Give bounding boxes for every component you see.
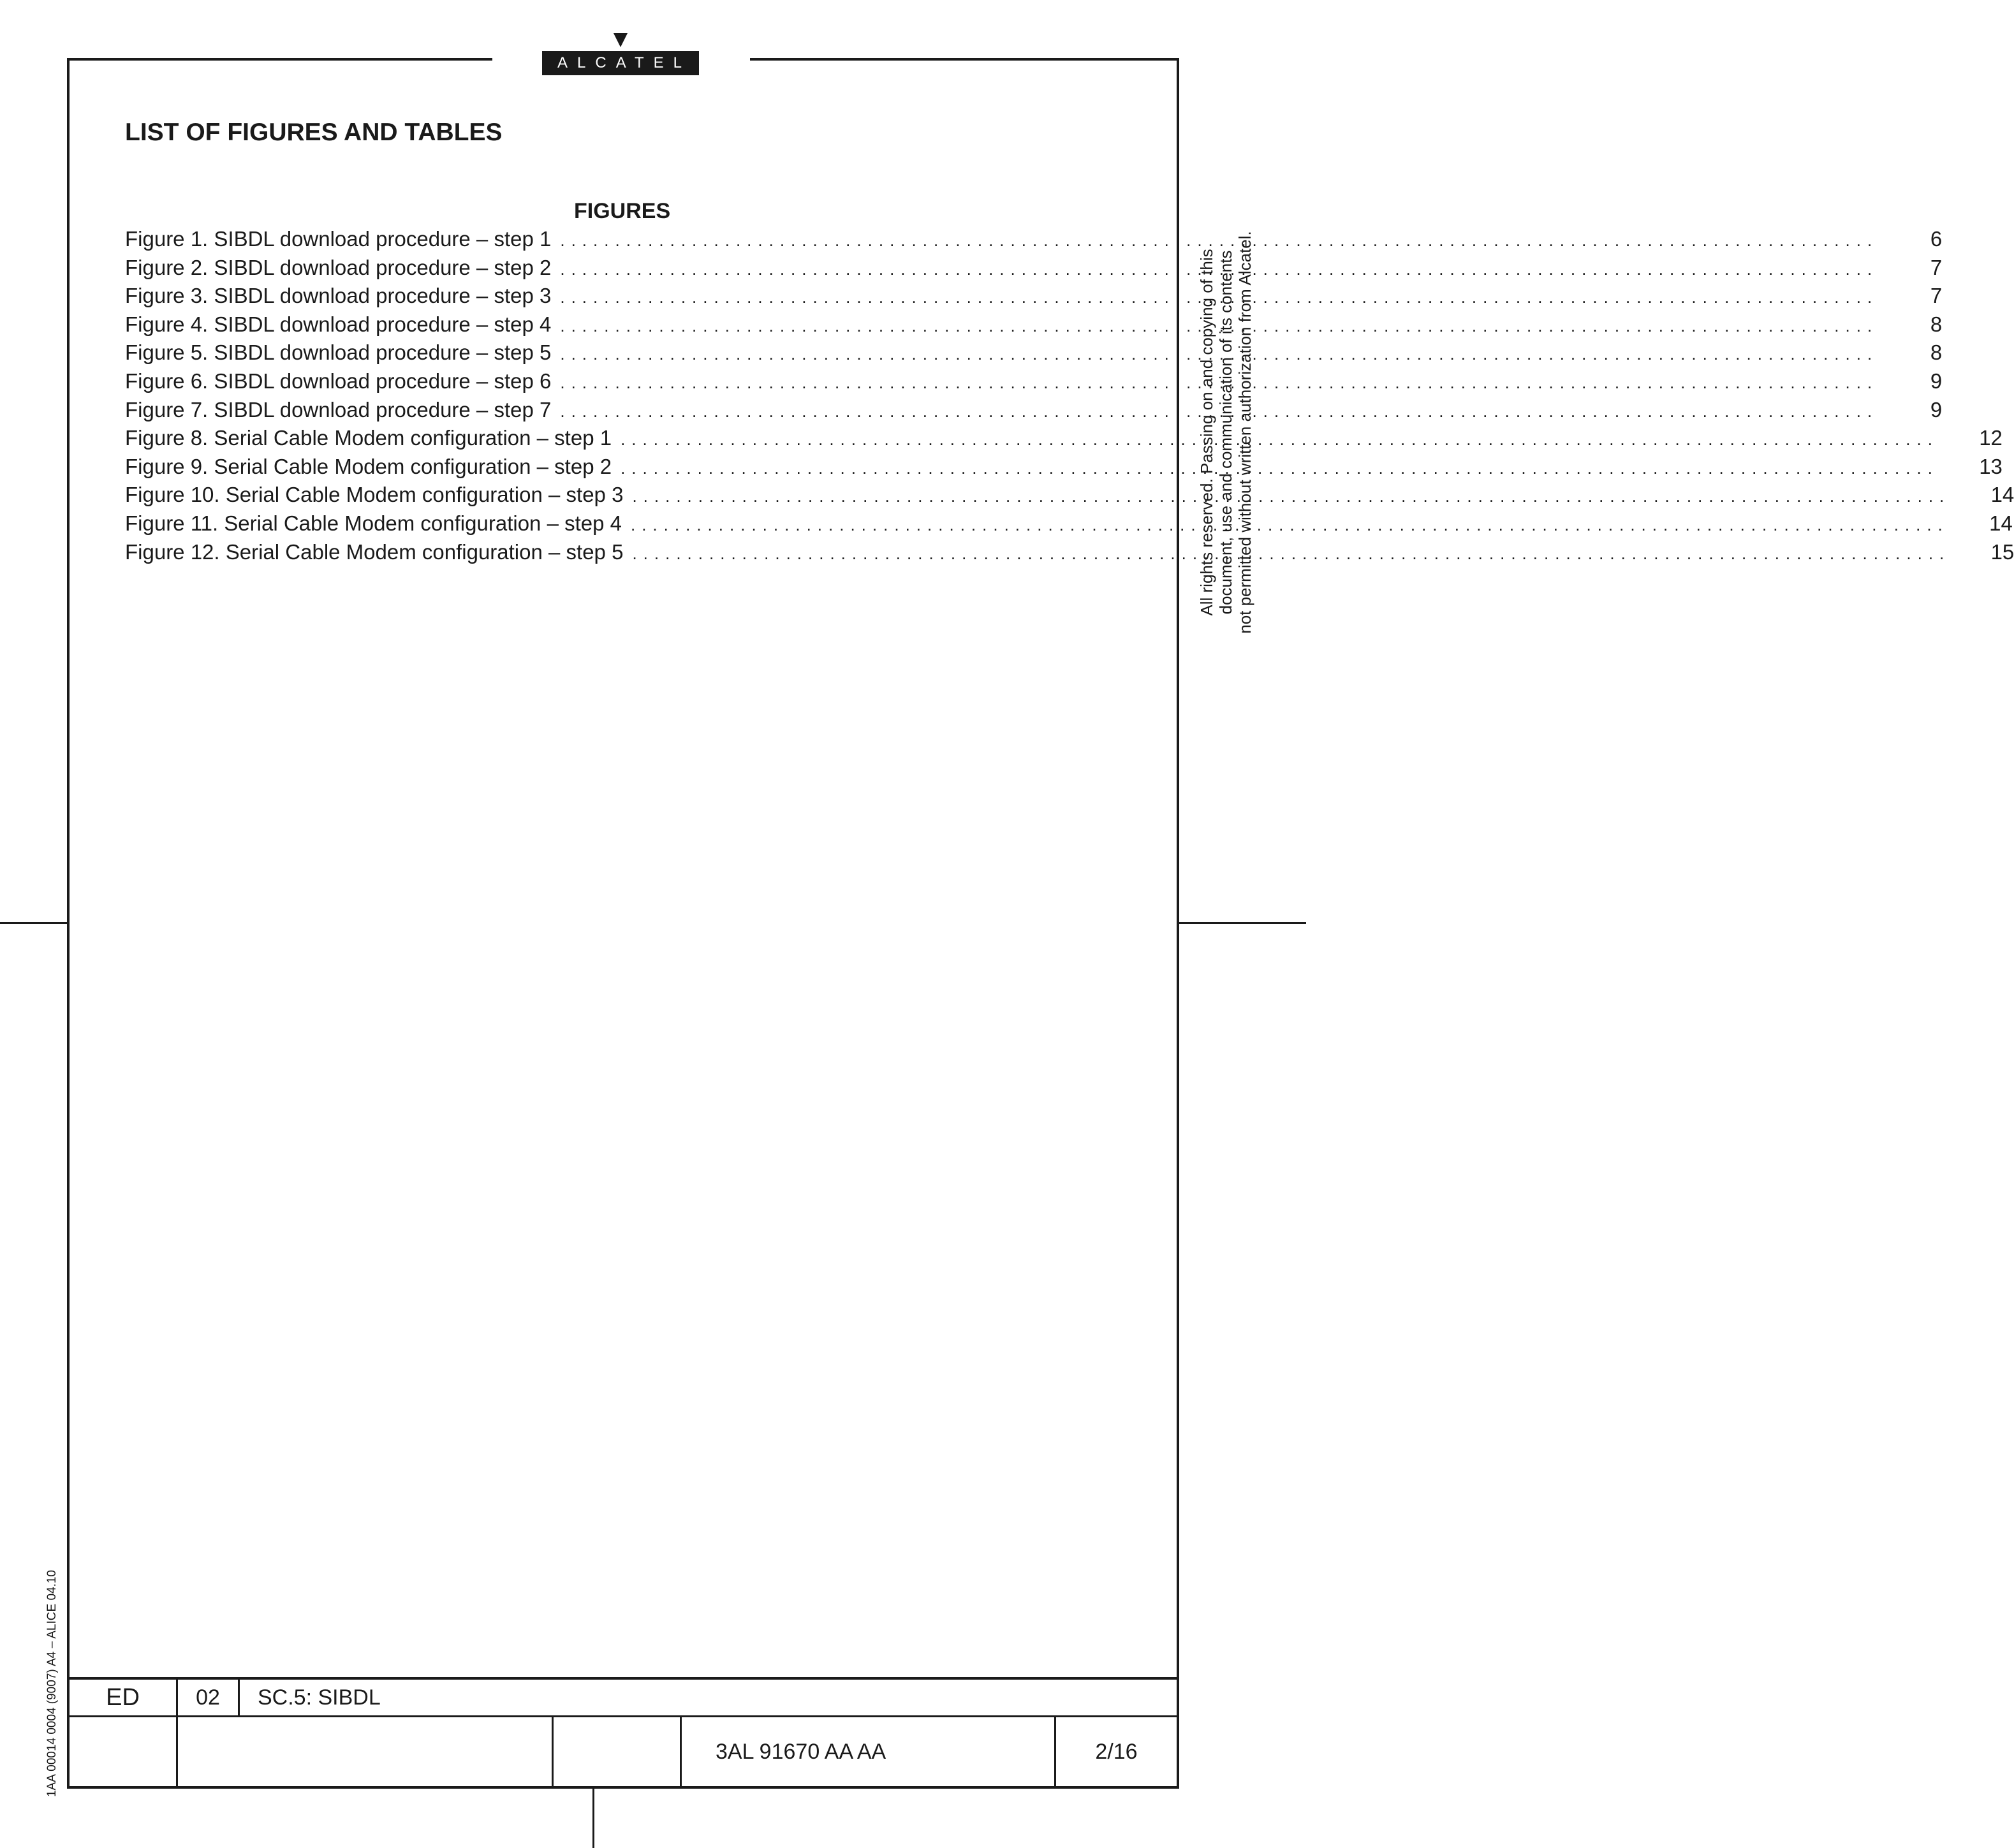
figure-page: 14	[1989, 511, 2013, 535]
dot-leader: ........................................................................................................................	[560, 344, 1879, 364]
footer-divider	[238, 1677, 240, 1717]
footer-divider	[680, 1715, 682, 1789]
list-item[interactable]	[125, 255, 1943, 284]
edition-number: 02	[196, 1685, 220, 1710]
dot-leader: ........................................................................................................................	[560, 372, 1879, 392]
figure-page: 6	[1930, 227, 1943, 251]
list-item[interactable]	[125, 511, 2013, 540]
edition-label: ED	[106, 1683, 140, 1711]
figure-label: Figure 6. SIBDL download procedure – step 6	[125, 369, 552, 393]
list-item[interactable]	[125, 483, 2014, 511]
list-item[interactable]	[125, 454, 2003, 483]
figure-page: 7	[1930, 284, 1943, 308]
figure-label: Figure 10. Serial Cable Modem configuration – step 3	[125, 483, 624, 507]
list-item[interactable]	[125, 284, 1943, 312]
figures-heading: FIGURES	[574, 199, 671, 223]
copyright-line-2: document, use and communication of its contents	[1216, 250, 1235, 615]
figure-label: Figure 1. SIBDL download procedure – step 1	[125, 227, 552, 251]
figure-page: 13	[1979, 454, 2003, 478]
dot-leader: ........................................................................................................................	[621, 430, 1939, 450]
figure-page: 9	[1930, 369, 1943, 393]
dot-leader: ........................................................................................................................	[560, 401, 1879, 421]
list-item[interactable]	[125, 539, 2014, 569]
figure-page: 12	[1979, 426, 2003, 450]
figure-label: Figure 2. SIBDL download procedure – step 2	[125, 255, 552, 279]
section-title: SC.5: SIBDL	[258, 1685, 381, 1710]
figure-label: Figure 9. Serial Cable Modem configuration – step 2	[125, 454, 612, 478]
dot-leader: ........................................................................................................................	[630, 515, 1949, 534]
frame-top-left-border	[67, 58, 492, 61]
page-number: 2/16	[1095, 1739, 1138, 1764]
list-item[interactable]	[125, 312, 1943, 341]
alcatel-logo: ALCATEL	[542, 51, 699, 75]
fold-mark-left	[0, 922, 67, 924]
figure-label: Figure 12. Serial Cable Modem configuration – step 5	[125, 539, 624, 564]
figure-label: Figure 4. SIBDL download procedure – step 4	[125, 312, 552, 336]
copyright-line-3: not permitted without written authorization from Alcatel.	[1235, 231, 1254, 634]
frame-left-border	[67, 58, 70, 1789]
copyright-notice	[1197, 216, 1254, 649]
fold-mark-right	[1179, 922, 1306, 924]
logo-triangle-icon	[614, 33, 628, 47]
figure-page: 14	[1990, 483, 2014, 507]
list-item[interactable]	[125, 426, 2003, 455]
list-item[interactable]	[125, 369, 1943, 398]
footer-divider	[552, 1715, 554, 1789]
dot-leader: ........................................................................................................................	[560, 231, 1879, 250]
dot-leader: ........................................................................................................................	[560, 259, 1879, 279]
dot-leader: ........................................................................................................................	[621, 458, 1939, 478]
figure-page: 15	[1990, 539, 2014, 564]
list-item[interactable]	[125, 227, 1943, 256]
dot-leader: ........................................................................................................................	[560, 288, 1879, 307]
copyright-line-1: All rights reserved. Passing on and copying of this	[1197, 249, 1216, 616]
figure-label: Figure 7. SIBDL download procedure – step 7	[125, 397, 552, 422]
dot-leader: ........................................................................................................................	[632, 487, 1951, 506]
dot-leader: ........................................................................................................................	[632, 543, 1951, 563]
figure-page: 8	[1930, 312, 1943, 336]
form-code: 1AA 00014 0004 (9007) A4 – ALICE 04.10	[45, 1570, 59, 1798]
footer-bottom-border	[67, 1786, 1179, 1789]
figure-label: Figure 5. SIBDL download procedure – step 5	[125, 341, 552, 365]
figure-label: Figure 8. Serial Cable Modem configuration – step 1	[125, 426, 612, 450]
figure-page: 8	[1930, 341, 1943, 365]
list-item[interactable]	[125, 341, 1943, 369]
figure-label: Figure 11. Serial Cable Modem configuration – step 4	[125, 511, 622, 535]
figure-label: Figure 3. SIBDL download procedure – step 3	[125, 284, 552, 308]
figure-page: 7	[1930, 255, 1943, 279]
frame-top-right-border	[750, 58, 1179, 61]
page-title: LIST OF FIGURES AND TABLES	[125, 119, 503, 146]
document-number: 3AL 91670 AA AA	[716, 1739, 886, 1764]
list-item[interactable]	[125, 397, 1943, 427]
figure-page: 9	[1930, 397, 1943, 422]
dot-leader: ........................................................................................................................	[560, 316, 1879, 335]
binding-mark-bottom	[592, 1789, 594, 1848]
